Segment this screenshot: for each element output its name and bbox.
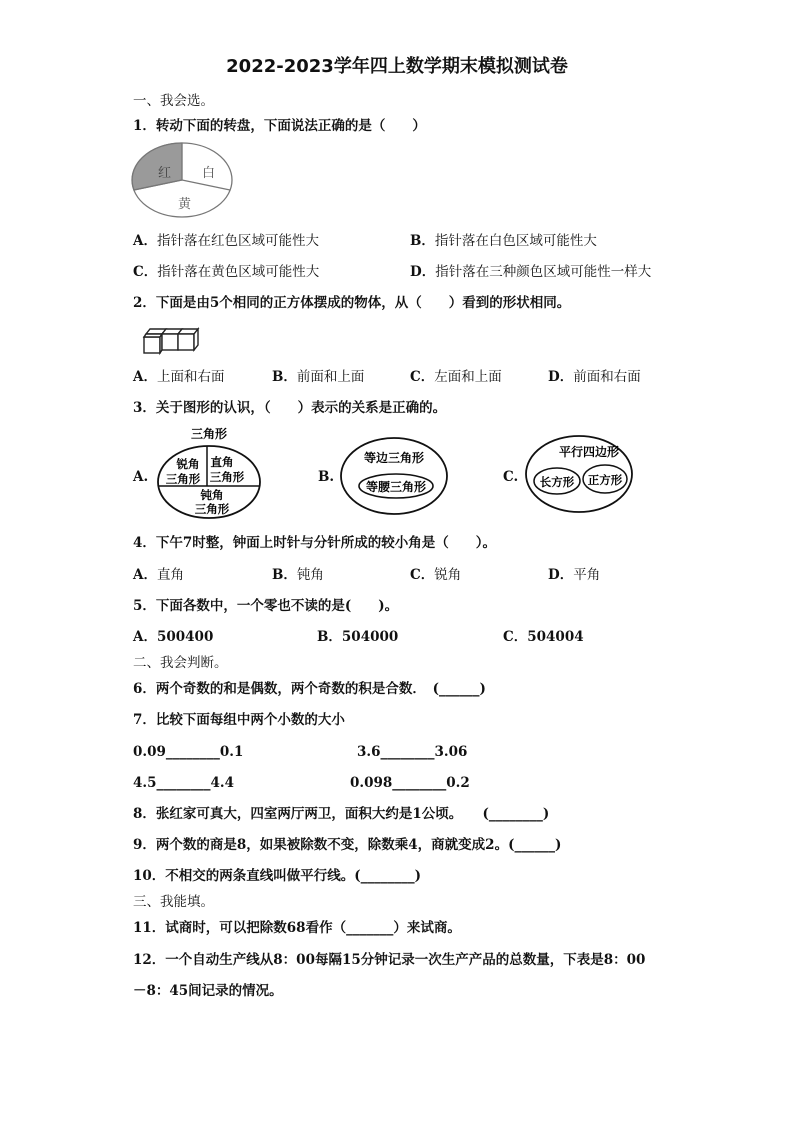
- question-12-line-1: 12．一个自动生产线从8：00每隔15分钟记录一次生产产品的总数量，下表是8：00: [133, 952, 646, 968]
- section-heading-2: 二、我会判断。: [133, 655, 228, 671]
- q5-option-a[interactable]: A．500400: [133, 629, 214, 645]
- svg-text:三角形: 三角形: [165, 472, 201, 486]
- spinner-figure: [130, 140, 236, 220]
- q2-option-b[interactable]: B．前面和上面: [272, 369, 365, 385]
- q2-option-d[interactable]: D．前面和右面: [548, 369, 641, 385]
- svg-text:直角: 直角: [210, 455, 234, 469]
- q7-compare-2[interactable]: 3.6________3.06: [357, 744, 468, 760]
- q5-option-b[interactable]: B．504000: [317, 629, 399, 645]
- question-2-stem: 2．下面是由5个相同的正方体摆成的物体，从（ ）看到的形状相同。: [133, 295, 571, 311]
- q1-option-b[interactable]: B．指针落在白色区域可能性大: [410, 233, 597, 249]
- question-5-stem: 5．下面各数中，一个零也不读的是( )。: [133, 598, 399, 614]
- q1-option-d[interactable]: D．指针落在三种颜色区域可能性一样大: [410, 264, 652, 280]
- q5-option-c[interactable]: C．504004: [503, 629, 584, 645]
- question-9-stem: 9．两个数的商是8，如果被除数不变，除数乘4，商就变成2。(______): [133, 837, 562, 853]
- question-3-stem: 3．关于图形的认识，（ ）表示的关系是正确的。: [133, 400, 447, 416]
- svg-text:钝角: 钝角: [200, 488, 224, 502]
- q4-option-a[interactable]: A．直角: [133, 567, 184, 583]
- q7-compare-1[interactable]: 0.09________0.1: [133, 744, 244, 760]
- q7-compare-4[interactable]: 0.098________0.2: [350, 775, 470, 791]
- q7-compare-3[interactable]: 4.5________4.4: [133, 775, 234, 791]
- q2-option-a[interactable]: A．上面和右面: [133, 369, 225, 385]
- section-heading-1: 一、我会选。: [133, 93, 214, 109]
- question-10-stem: 10．不相交的两条直线叫做平行线。(________): [133, 868, 422, 884]
- q4-option-b[interactable]: B．钝角: [272, 567, 324, 583]
- svg-text:长方形: 长方形: [539, 475, 575, 489]
- q2-option-c[interactable]: C．左面和上面: [410, 369, 502, 385]
- svg-text:平行四边形: 平行四边形: [558, 445, 620, 459]
- svg-text:三角形: 三角形: [190, 427, 228, 441]
- svg-text:等边三角形: 等边三角形: [363, 451, 425, 465]
- spinner-label-white: 白: [202, 166, 216, 181]
- q4-option-d[interactable]: D．平角: [548, 567, 601, 583]
- q1-option-c[interactable]: C．指针落在黄色区域可能性大: [133, 264, 320, 280]
- page-title: 2022-2023学年四上数学期末模拟测试卷: [226, 56, 568, 77]
- svg-text:三角形: 三角形: [209, 470, 245, 484]
- q4-option-c[interactable]: C．锐角: [410, 567, 462, 583]
- q3-option-c-label[interactable]: C.: [503, 469, 519, 485]
- q3-option-a-label[interactable]: A.: [133, 469, 149, 485]
- question-7-stem: 7．比较下面每组中两个小数的大小: [133, 712, 345, 728]
- spinner-label-red: 红: [158, 166, 172, 181]
- cubes-figure: [140, 325, 210, 357]
- spinner-label-yellow: 黄: [178, 197, 192, 212]
- q3-diagram-c: [523, 432, 635, 516]
- question-6-stem: 6．两个奇数的和是偶数，两个奇数的积是合数． (______): [133, 681, 486, 697]
- question-8-stem: 8．张红家可真大，四室两厅两卫，面积大约是1公顷。 (________): [133, 806, 550, 822]
- svg-text:正方形: 正方形: [587, 473, 623, 487]
- svg-text:三角形: 三角形: [194, 502, 230, 516]
- q1-option-a[interactable]: A．指针落在红色区域可能性大: [133, 233, 319, 249]
- section-heading-3: 三、我能填。: [133, 894, 214, 910]
- question-4-stem: 4．下午7时整，钟面上时针与分针所成的较小角是（ ）。: [133, 535, 497, 551]
- question-1-stem: 1．转动下面的转盘，下面说法正确的是（ ）: [133, 118, 426, 134]
- svg-text:等腰三角形: 等腰三角形: [365, 480, 427, 494]
- question-11-stem: 11．试商时，可以把除数68看作（_______）来试商。: [133, 920, 461, 936]
- svg-text:锐角: 锐角: [176, 457, 200, 471]
- question-12-line-2: －8：45间记录的情况。: [133, 983, 283, 999]
- q3-diagram-b: [338, 434, 450, 518]
- q3-option-b-label[interactable]: B.: [318, 469, 335, 485]
- q3-diagram-a: [155, 424, 263, 522]
